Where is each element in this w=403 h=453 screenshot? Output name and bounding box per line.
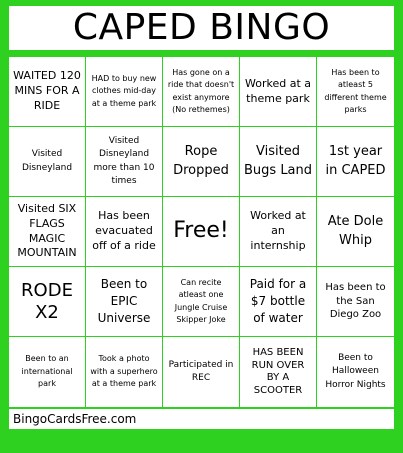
bingo-cell[interactable] — [163, 57, 240, 127]
cell-text: Visited Bugs Land — [244, 144, 313, 178]
bingo-cell[interactable] — [9, 337, 86, 407]
bingo-cell[interactable] — [163, 127, 240, 197]
bingo-cell[interactable] — [317, 267, 394, 337]
bingo-cell[interactable] — [86, 127, 163, 197]
cell-text: Participated in REC — [168, 359, 234, 383]
bingo-cell[interactable] — [317, 337, 394, 407]
bingo-cell[interactable] — [86, 197, 163, 267]
bingo-cell[interactable] — [240, 337, 317, 407]
bingo-cell[interactable] — [240, 127, 317, 197]
cell-text: Paid for a $7 bottle of water — [249, 277, 307, 325]
bingo-grid — [9, 57, 394, 407]
cell-text: Visited SIX FLAGS MAGIC MOUNTAIN — [17, 201, 77, 260]
cell-text: Visited Disneyland — [21, 149, 73, 173]
cell-text: HAD to buy new clothes mid-day at a theme park — [91, 73, 157, 108]
title-box — [9, 6, 394, 50]
bingo-cell[interactable] — [317, 57, 394, 127]
cell-text: Visited Disneyland more than 10 times — [93, 135, 155, 186]
cell-text: Can recite atleast one Jungle Cruise Skipper Joke — [174, 277, 228, 324]
cell-text: Rope Dropped — [173, 144, 229, 178]
cell-text: Ate Dole Whip — [327, 214, 384, 248]
bingo-cell[interactable] — [240, 267, 317, 337]
footer-box — [9, 409, 394, 429]
cell-text: Been to Halloween Horror Nights — [325, 352, 386, 390]
bingo-cell[interactable] — [317, 127, 394, 197]
cell-text: Free! — [173, 218, 229, 244]
cell-text: Has been to atleast 5 different theme parks — [324, 67, 387, 114]
bingo-cell[interactable] — [240, 197, 317, 267]
card-title: CAPED BINGO — [72, 7, 331, 48]
bingo-cell[interactable] — [86, 267, 163, 337]
cell-text: 1st year in CAPED — [325, 144, 386, 178]
bingo-cell[interactable] — [9, 267, 86, 337]
bingo-cell[interactable] — [163, 337, 240, 407]
cell-text: Has gone on a ride that doesn't exist anymore (No rethemes) — [167, 67, 235, 114]
cell-text: HAS BEEN RUN OVER BY A SCOOTER — [251, 347, 305, 396]
cell-text: Been to EPIC Universe — [97, 277, 151, 325]
bingo-cell[interactable] — [86, 57, 163, 127]
bingo-cell[interactable] — [86, 337, 163, 407]
bingo-cell[interactable] — [9, 57, 86, 127]
bingo-cell[interactable] — [9, 197, 86, 267]
cell-text: Took a photo with a superhero at a theme park — [90, 354, 158, 389]
cell-text: Worked at an internship — [250, 209, 306, 252]
footer-text: BingoCardsFree.com — [13, 412, 137, 426]
cell-text: WAITED 120 MINS FOR A RIDE — [13, 69, 81, 112]
cell-text: Has been to the San Diego Zoo — [325, 282, 386, 321]
bingo-cell[interactable] — [9, 127, 86, 197]
bingo-cell[interactable] — [163, 267, 240, 337]
cell-text: Has been evacuated off of a ride — [92, 209, 156, 252]
cell-text: Worked at a theme park — [245, 76, 311, 105]
free-space[interactable] — [163, 197, 240, 267]
cell-text: Been to an international park — [21, 354, 73, 389]
bingo-cell[interactable] — [317, 197, 394, 267]
cell-text: RODE X2 — [21, 279, 73, 323]
bingo-cell[interactable] — [240, 57, 317, 127]
